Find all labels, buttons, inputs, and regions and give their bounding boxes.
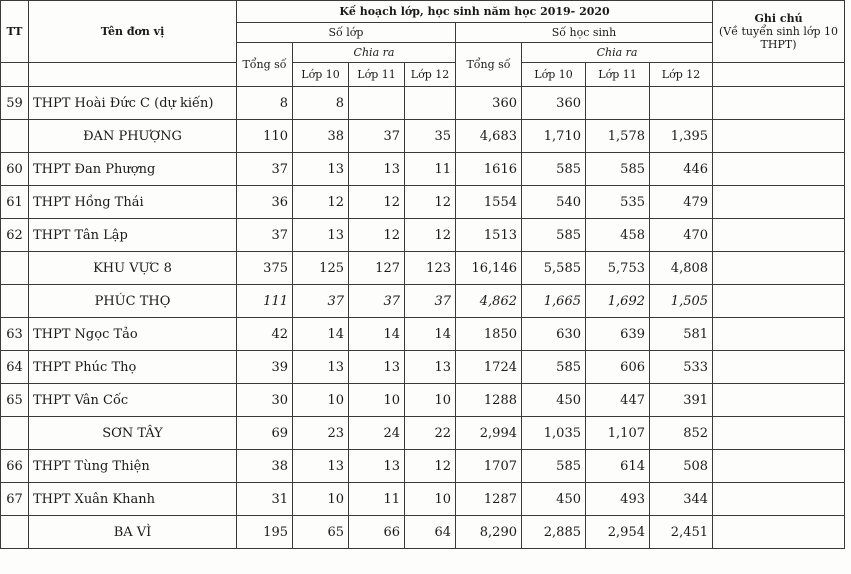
students-grade10-cell: 1,710 [522,120,586,153]
classes-grade10-cell: 23 [293,417,349,450]
note-cell [713,417,845,450]
unit-name-cell: PHÚC THỌ [29,285,237,318]
unit-name-cell: KHU VỰC 8 [29,252,237,285]
students-grade11-cell [586,87,650,120]
classes-grade11-cell: 12 [349,219,405,252]
note-cell [713,483,845,516]
students-header: Số học sinh [456,23,713,43]
students-grade10-cell: 1,665 [522,285,586,318]
unit-name-cell: THPT Vân Cốc [29,384,237,417]
students-total-cell: 1288 [456,384,522,417]
students-grade11-cell: 1,578 [586,120,650,153]
students-grade11-cell: 5,753 [586,252,650,285]
school-row [1,384,845,417]
school-row [1,318,845,351]
classes-grade10-cell: 12 [293,186,349,219]
students-total-cell: 1554 [456,186,522,219]
unit-name-cell: SƠN TÂY [29,417,237,450]
tt-cell [1,120,29,153]
tt-cell: 61 [1,186,29,219]
classes-grade11-cell: 11 [349,483,405,516]
students-grade11-cell: 1,107 [586,417,650,450]
classes-grade11-cell: 24 [349,417,405,450]
unit-name-cell: THPT Xuân Khanh [29,483,237,516]
classes-grade10-cell: 14 [293,318,349,351]
students-grade12-cell: 1,505 [650,285,713,318]
classes-total-cell: 37 [237,219,293,252]
classes-grade10-cell: 65 [293,516,349,549]
note-cell [713,285,845,318]
students-total-cell: 8,290 [456,516,522,549]
classes-grade10-cell: 125 [293,252,349,285]
students-grade10-cell: 585 [522,153,586,186]
tt-cell [1,417,29,450]
classes-grade10-cell: 10 [293,483,349,516]
school-row [1,483,845,516]
classes-grade12-cell: 64 [405,516,456,549]
students-grade10-cell: 630 [522,318,586,351]
tt-cell: 62 [1,219,29,252]
tt-cell: 59 [1,87,29,120]
classes-grade12-cell: 10 [405,483,456,516]
classes-grade10-cell: 13 [293,153,349,186]
students-grade10-cell: 2,885 [522,516,586,549]
tt-cell: 60 [1,153,29,186]
school-row [1,87,845,120]
unit-name-cell: THPT Ngọc Tảo [29,318,237,351]
classes-grade10-cell: 13 [293,450,349,483]
note-header-spacer [713,63,845,87]
students-grade11-cell: 606 [586,351,650,384]
classes-total-header: Tổng số [237,43,293,87]
note-cell [713,219,845,252]
classes-grade11-cell: 12 [349,186,405,219]
students-grade11-cell: 1,692 [586,285,650,318]
classes-grade12-cell: 12 [405,450,456,483]
classes-grade11-cell: 13 [349,450,405,483]
students-total-cell: 1850 [456,318,522,351]
students-grade12-cell: 470 [650,219,713,252]
students-grade10-header: Lớp 10 [522,63,586,87]
unit-name-cell: BA VÌ [29,516,237,549]
note-cell [713,120,845,153]
classes-grade12-header: Lớp 12 [405,63,456,87]
classes-total-cell: 69 [237,417,293,450]
classes-grade10-cell: 13 [293,219,349,252]
note-header [713,1,845,63]
note-cell [713,351,845,384]
classes-grade12-cell: 22 [405,417,456,450]
classes-grade10-cell: 8 [293,87,349,120]
note-cell [713,186,845,219]
students-total-header: Tổng số [456,43,522,87]
classes-total-cell: 111 [237,285,293,318]
table-body [1,87,845,549]
note-cell [713,450,845,483]
students-total-cell: 4,683 [456,120,522,153]
classes-total-cell: 42 [237,318,293,351]
classes-grade12-cell: 14 [405,318,456,351]
classes-breakdown-header: Chia ra [293,43,456,63]
students-grade11-cell: 458 [586,219,650,252]
note-cell [713,516,845,549]
classes-grade12-cell: 35 [405,120,456,153]
students-total-cell: 2,994 [456,417,522,450]
students-grade10-cell: 585 [522,450,586,483]
note-cell [713,384,845,417]
students-grade12-cell: 479 [650,186,713,219]
students-grade12-cell: 852 [650,417,713,450]
tt-cell: 63 [1,318,29,351]
students-total-cell: 1287 [456,483,522,516]
classes-total-cell: 8 [237,87,293,120]
students-total-cell: 1724 [456,351,522,384]
classes-grade11-cell: 10 [349,384,405,417]
table-header [1,1,845,87]
note-cell [713,318,845,351]
students-grade11-cell: 639 [586,318,650,351]
classes-total-cell: 375 [237,252,293,285]
students-grade12-cell: 344 [650,483,713,516]
classes-grade11-cell: 66 [349,516,405,549]
classes-total-cell: 30 [237,384,293,417]
students-total-cell: 4,862 [456,285,522,318]
school-row [1,450,845,483]
unit-name-cell: ĐAN PHƯỢNG [29,120,237,153]
classes-grade10-cell: 13 [293,351,349,384]
classes-grade12-cell: 12 [405,186,456,219]
students-grade12-header: Lớp 12 [650,63,713,87]
classes-grade10-cell: 10 [293,384,349,417]
classes-total-cell: 36 [237,186,293,219]
classes-grade11-cell: 37 [349,120,405,153]
unit-name-cell: THPT Phúc Thọ [29,351,237,384]
students-grade12-cell: 581 [650,318,713,351]
note-title: Ghi chú [754,12,803,25]
group-row [1,417,845,450]
tt-cell [1,516,29,549]
note-cell [713,252,845,285]
tt-cell [1,252,29,285]
plan-title-header: Kế hoạch lớp, học sinh năm học 2019- 2020 [237,1,713,23]
classes-grade12-cell: 10 [405,384,456,417]
classes-grade12-cell: 37 [405,285,456,318]
classes-grade10-cell: 38 [293,120,349,153]
classes-total-cell: 37 [237,153,293,186]
students-total-cell: 1616 [456,153,522,186]
students-grade11-header: Lớp 11 [586,63,650,87]
unit-header: Tên đơn vị [29,1,237,63]
classes-grade11-cell: 14 [349,318,405,351]
students-grade12-cell [650,87,713,120]
students-grade12-cell: 533 [650,351,713,384]
classes-total-cell: 110 [237,120,293,153]
tt-header-spacer [1,63,29,87]
classes-total-cell: 31 [237,483,293,516]
students-grade12-cell: 446 [650,153,713,186]
unit-header-spacer [29,63,237,87]
students-grade12-cell: 391 [650,384,713,417]
classes-grade11-header: Lớp 11 [349,63,405,87]
group-row [1,285,845,318]
classes-grade11-cell [349,87,405,120]
unit-name-cell: THPT Hoài Đức C (dự kiến) [29,87,237,120]
school-row [1,351,845,384]
students-grade10-cell: 450 [522,384,586,417]
tt-cell: 66 [1,450,29,483]
note-cell [713,87,845,120]
unit-name-cell: THPT Tùng Thiện [29,450,237,483]
students-total-cell: 360 [456,87,522,120]
students-total-cell: 16,146 [456,252,522,285]
students-total-cell: 1707 [456,450,522,483]
school-row [1,219,845,252]
students-grade11-cell: 447 [586,384,650,417]
classes-total-cell: 38 [237,450,293,483]
unit-name-cell: THPT Hồng Thái [29,186,237,219]
classes-grade11-cell: 127 [349,252,405,285]
students-grade12-cell: 4,808 [650,252,713,285]
students-total-cell: 1513 [456,219,522,252]
classes-grade11-cell: 13 [349,351,405,384]
classes-grade12-cell: 123 [405,252,456,285]
school-row [1,153,845,186]
students-grade11-cell: 493 [586,483,650,516]
students-grade11-cell: 535 [586,186,650,219]
tt-cell: 67 [1,483,29,516]
group-row [1,120,845,153]
students-grade10-cell: 5,585 [522,252,586,285]
students-grade10-cell: 1,035 [522,417,586,450]
students-grade10-cell: 585 [522,219,586,252]
tt-cell: 65 [1,384,29,417]
students-grade10-cell: 360 [522,87,586,120]
students-grade11-cell: 2,954 [586,516,650,549]
classes-grade11-cell: 13 [349,153,405,186]
classes-total-cell: 39 [237,351,293,384]
unit-name-cell: THPT Đan Phượng [29,153,237,186]
students-grade10-cell: 585 [522,351,586,384]
classes-grade10-header: Lớp 10 [293,63,349,87]
note-subtitle: (Về tuyển sinh lớp 10 THPT) [718,25,839,51]
students-grade10-cell: 540 [522,186,586,219]
tt-cell [1,285,29,318]
classes-grade12-cell [405,87,456,120]
students-grade12-cell: 2,451 [650,516,713,549]
students-grade10-cell: 450 [522,483,586,516]
tt-header: TT [1,1,29,63]
unit-name-cell: THPT Tân Lập [29,219,237,252]
school-row [1,186,845,219]
students-grade11-cell: 614 [586,450,650,483]
group-row [1,252,845,285]
classes-grade12-cell: 12 [405,219,456,252]
students-breakdown-header: Chia ra [522,43,713,63]
note-cell [713,153,845,186]
students-grade12-cell: 1,395 [650,120,713,153]
students-grade12-cell: 508 [650,450,713,483]
classes-total-cell: 195 [237,516,293,549]
classes-grade11-cell: 37 [349,285,405,318]
classes-header: Số lớp [237,23,456,43]
students-grade11-cell: 585 [586,153,650,186]
group-row [1,516,845,549]
classes-grade12-cell: 13 [405,351,456,384]
classes-grade10-cell: 37 [293,285,349,318]
tt-cell: 64 [1,351,29,384]
classes-grade12-cell: 11 [405,153,456,186]
